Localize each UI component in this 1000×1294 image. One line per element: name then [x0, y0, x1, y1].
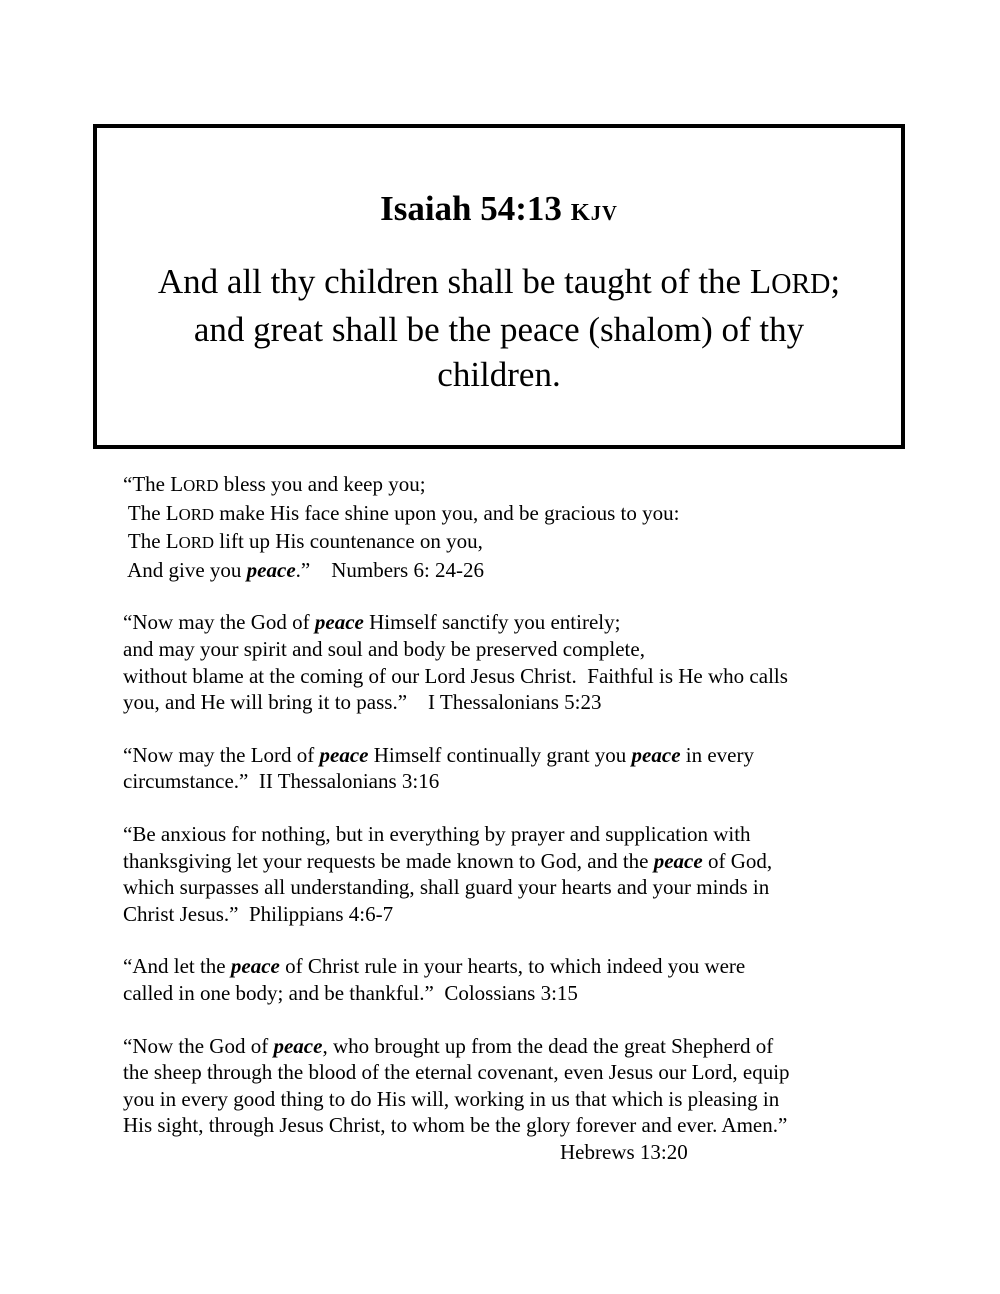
small-caps-text: LORD — [749, 262, 831, 301]
small-caps-rest: ORD — [178, 533, 215, 553]
text-line — [123, 689, 790, 716]
text-run: “Now may the God of — [123, 610, 315, 635]
text-run: “The — [123, 472, 171, 496]
text-run: Himself sanctify you entirely; — [363, 610, 621, 635]
quote-paragraph — [123, 1033, 790, 1166]
emphasized-word: peace — [230, 954, 280, 979]
text-line — [97, 307, 901, 352]
text-line — [123, 1112, 790, 1139]
text-run: Isaiah 54:13 — [380, 189, 571, 228]
scripture-quotes-section — [123, 471, 790, 1191]
text-line — [123, 1033, 790, 1060]
text-line — [123, 980, 790, 1007]
small-caps-text: KJV — [570, 199, 618, 226]
text-run: His sight, through Jesus Christ, to whom be the glory forever and ever. Amen.” — [123, 1113, 788, 1138]
text-run: you, and He will bring it to pass.” I Thessalonians 5:23 — [123, 690, 602, 715]
text-run: which surpasses all understanding, shall guard your hearts and your minds in — [123, 875, 770, 900]
quote-paragraph — [123, 471, 790, 583]
text-line — [97, 352, 901, 397]
quote-paragraph — [123, 953, 790, 1006]
text-line — [123, 528, 790, 557]
small-caps-text: LORD — [165, 500, 215, 525]
text-run: , who brought up from the dead the great Shepherd of — [322, 1033, 774, 1058]
small-caps-rest: ORD — [183, 476, 219, 495]
emphasized-word: peace — [653, 848, 703, 873]
quote-paragraph — [123, 609, 790, 715]
text-line — [123, 1059, 790, 1086]
text-run: and great shall be the peace (shalom) of thy — [193, 310, 805, 349]
text-line — [123, 821, 790, 848]
text-run: Himself continually grant you — [368, 742, 632, 767]
text-run: lift up His countenance on you, — [214, 529, 483, 554]
text-run: children. — [437, 355, 561, 394]
text-line — [123, 953, 790, 980]
text-line — [123, 609, 790, 636]
text-run: make His face shine upon you, and be gracious to you: — [214, 500, 680, 525]
text-run: called in one body; and be thankful.” Colossians 3:15 — [123, 980, 578, 1005]
text-run: ; — [830, 262, 841, 301]
text-run: The — [123, 529, 166, 554]
text-run: .” Numbers 6: 24-26 — [295, 557, 485, 582]
text-line — [123, 742, 790, 769]
emphasized-word: peace — [319, 742, 369, 767]
quote-paragraph — [123, 821, 790, 927]
text-run: thanksgiving let your requests be made known to God, and the — [123, 848, 654, 873]
emphasized-word: peace — [631, 742, 681, 767]
quote-paragraph — [123, 742, 790, 795]
text-run: Hebrews 13:20 — [560, 1139, 688, 1164]
text-run: of Christ rule in your hearts, to which indeed you were — [279, 954, 746, 979]
small-caps-rest: ORD — [771, 269, 831, 300]
text-run: “And let the — [123, 954, 231, 979]
text-line — [97, 259, 901, 307]
text-run: and may your spirit and soul and body be preserved complete, — [123, 636, 645, 661]
verse-box — [93, 124, 905, 449]
text-run: the sheep through the blood of the eternal covenant, even Jesus our Lord, equip — [123, 1060, 790, 1085]
text-line — [123, 874, 790, 901]
text-run: of God, — [702, 848, 773, 873]
text-line — [123, 557, 790, 584]
scripture-reference-line — [123, 1139, 790, 1166]
text-line — [123, 848, 790, 875]
text-run: The — [123, 500, 166, 525]
small-caps-text: LORD — [170, 472, 219, 496]
text-run: “Be anxious for nothing, but in everything by prayer and supplication with — [123, 821, 751, 846]
text-line — [123, 768, 790, 795]
verse-reference-title — [97, 128, 901, 235]
text-run: in every — [680, 742, 754, 767]
emphasized-word: peace — [246, 557, 296, 582]
text-run: circumstance.” II Thessalonians 3:16 — [123, 769, 440, 794]
emphasized-word: peace — [273, 1033, 323, 1058]
text-run: Christ Jesus.” Philippians 4:6-7 — [123, 901, 394, 926]
text-run: you in every good thing to do His will, working in us that which is pleasing in — [123, 1086, 780, 1111]
text-run: And all thy children shall be taught of the — [157, 262, 750, 301]
text-line — [123, 663, 790, 690]
text-run: “Now may the Lord of — [123, 742, 320, 767]
text-run: “Now the God of — [123, 1033, 274, 1058]
text-line — [123, 471, 790, 500]
verse-text — [97, 259, 901, 397]
text-line — [123, 901, 790, 928]
text-line — [123, 500, 790, 529]
emphasized-word: peace — [314, 610, 364, 635]
text-run: bless you and keep you; — [218, 472, 426, 496]
small-caps-text: LORD — [165, 529, 215, 554]
small-caps-rest: ORD — [178, 504, 215, 524]
text-run: without blame at the coming of our Lord Jesus Christ. Faithful is He who calls — [123, 663, 788, 688]
text-line — [123, 1086, 790, 1113]
text-run: And give you — [123, 557, 247, 582]
small-caps-rest: JV — [590, 203, 618, 225]
text-line — [123, 636, 790, 663]
